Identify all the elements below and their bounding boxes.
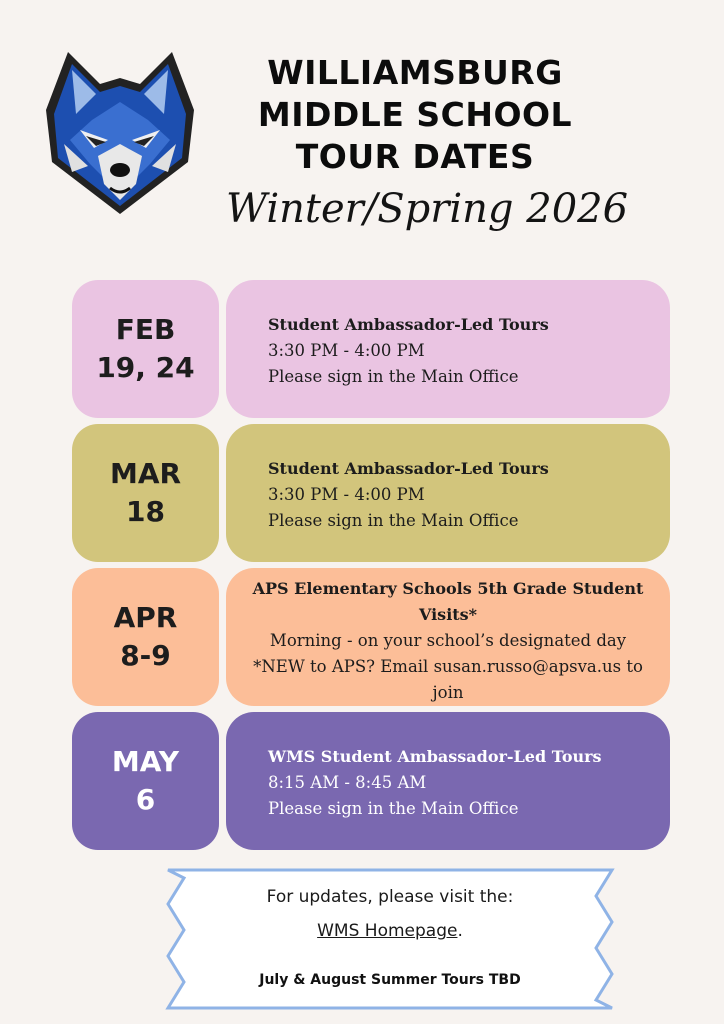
event-month: APR (113, 601, 178, 634)
event-time: 8:15 AM - 8:45 AM (268, 773, 427, 792)
event-days: 19, 24 (96, 351, 195, 384)
footer-updates (190, 880, 590, 948)
event-details (226, 280, 670, 418)
wolf-mascot-icon (42, 44, 198, 216)
event-month: MAY (111, 745, 180, 778)
page-subtitle: Winter/Spring 2026 (225, 186, 629, 232)
event-time: Morning - on your school’s designated day (269, 631, 627, 650)
event-row-may (72, 712, 670, 850)
event-details (226, 424, 670, 562)
event-heading: Student Ambassador-Led Tours (268, 315, 549, 334)
event-days: 6 (135, 783, 156, 816)
title-line-3: TOUR DATES (295, 137, 535, 176)
event-date-badge (72, 280, 219, 418)
event-note: Please sign in the Main Office (268, 511, 519, 530)
event-row-mar (72, 424, 670, 562)
event-row-feb (72, 280, 670, 418)
title-line-1: WILLIAMSBURG (267, 53, 563, 92)
event-heading: WMS Student Ambassador-Led Tours (268, 747, 602, 766)
link-suffix: . (457, 921, 463, 941)
event-heading: APS Elementary Schools 5th Grade Student Visits* (252, 579, 644, 624)
event-date-badge (72, 424, 219, 562)
event-row-apr (72, 568, 670, 706)
event-note: Please sign in the Main Office (268, 799, 519, 818)
event-note: Please sign in the Main Office (268, 367, 519, 386)
event-days: 18 (126, 495, 165, 528)
event-note: *NEW to APS? Email susan.russo@apsva.us to join (253, 657, 643, 702)
event-days: 8-9 (120, 639, 171, 672)
title-line-2: MIDDLE SCHOOL (257, 95, 573, 134)
event-month: FEB (115, 313, 176, 346)
event-date-badge (72, 712, 219, 850)
event-heading: Student Ambassador-Led Tours (268, 459, 549, 478)
event-date-badge (72, 568, 219, 706)
event-time: 3:30 PM - 4:00 PM (268, 341, 425, 360)
event-details (226, 712, 670, 850)
footer-updates-text: For updates, please visit the: (266, 887, 514, 907)
summer-tours-note: July & August Summer Tours TBD (259, 972, 521, 988)
event-details (226, 568, 670, 706)
event-month: MAR (109, 457, 182, 490)
wms-homepage-link[interactable]: WMS Homepage (317, 921, 458, 941)
page-title (210, 52, 620, 178)
footer-link-line (190, 914, 590, 948)
event-time: 3:30 PM - 4:00 PM (268, 485, 425, 504)
